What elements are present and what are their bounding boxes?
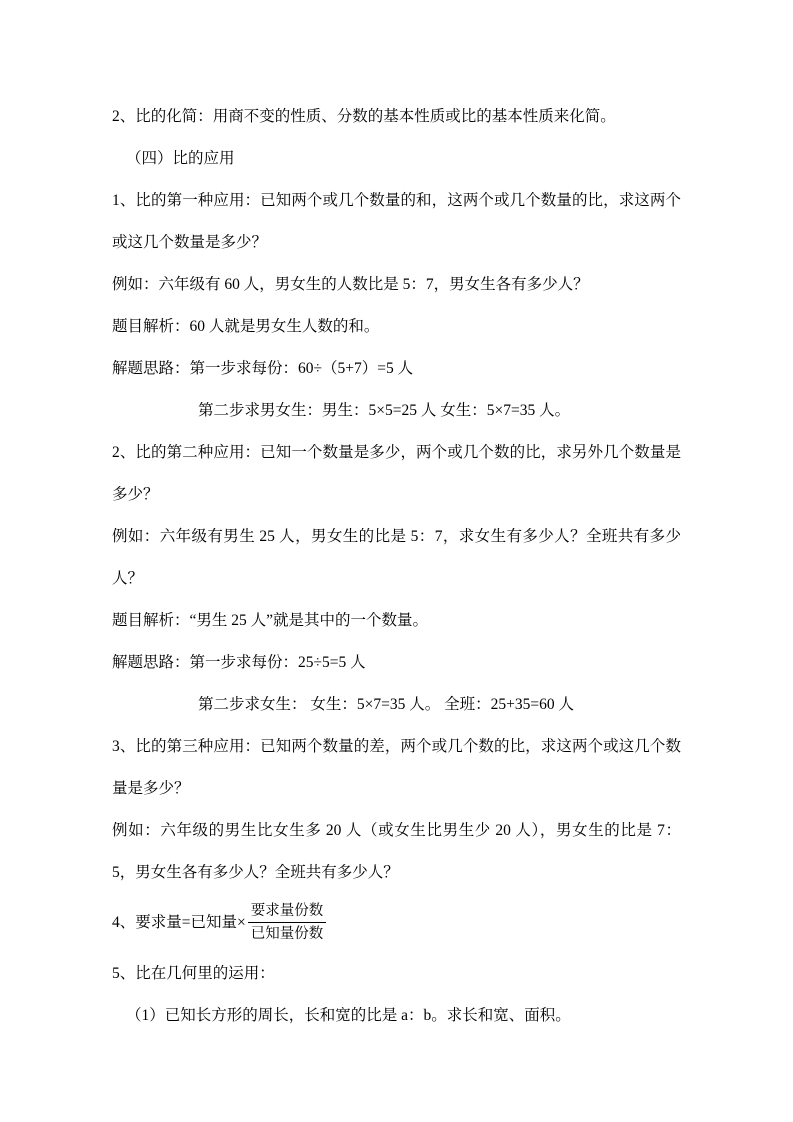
formula-prefix: 4、要求量=已知量× xyxy=(112,914,246,932)
fraction-denominator: 已知量份数 xyxy=(250,926,324,942)
paragraph-application-two: 2、比的第二种应用：已知一个数量是多少，两个或几个数的比，求另外几个数量是多少？ xyxy=(112,444,681,503)
paragraph-geometry-intro: 5、比在几何里的运用： xyxy=(112,965,275,982)
paragraph-application-one: 1、比的第一种应用：已知两个或几个数量的和，这两个或几个数量的比，求这两个或这几个数量是多少？ xyxy=(112,192,681,251)
paragraph-solution-two-step2: 第二步求女生： 女生：5×7=35 人。 全班：25+35=60 人 xyxy=(198,696,574,713)
paragraph-analysis-two: 题目解析：“男生 25 人”就是其中的一个数量。 xyxy=(112,612,429,629)
fraction-numerator: 要求量份数 xyxy=(248,901,327,923)
paragraph-geometry-item-one: （1）已知长方形的周长，长和宽的比是 a：b。求长和宽、面积。 xyxy=(126,1007,571,1024)
paragraph-formula-required-quantity xyxy=(112,902,681,945)
paragraph-application-three: 3、比的第三种应用：已知两个数量的差，两个或几个数的比，求这两个或这几个数量是多少？ xyxy=(112,738,681,797)
document-body xyxy=(112,96,681,1037)
paragraph-solution-one-step1: 解题思路：第一步求每份：60÷（5+7）=5 人 xyxy=(112,360,414,377)
paragraph-heading-ratio-simplify: 2、比的化简：用商不变的性质、分数的基本性质或比的基本性质来化简。 xyxy=(112,108,616,125)
paragraph-section-four-title: （四）比的应用 xyxy=(126,150,235,167)
paragraph-example-three: 例如：六年级的男生比女生多 20 人（或女生比男生少 20 人），男女生的比是 7：5，男女生各有多少人？全班共有多少人？ xyxy=(112,822,681,881)
fraction xyxy=(248,901,327,944)
paragraph-solution-two-step1: 解题思路：第一步求每份：25÷5=5 人 xyxy=(112,654,366,671)
paragraph-analysis-one: 题目解析：60 人就是男女生人数的和。 xyxy=(112,318,380,335)
paragraph-solution-one-step2: 第二步求男女生：男生：5×5=25 人 女生：5×7=35 人。 xyxy=(198,402,571,419)
paragraph-example-one: 例如：六年级有 60 人，男女生的人数比是 5：7，男女生各有多少人？ xyxy=(112,276,589,293)
paragraph-example-two: 例如：六年级有男生 25 人，男女生的比是 5：7，求女生有多少人？全班共有多少人？ xyxy=(112,528,681,587)
